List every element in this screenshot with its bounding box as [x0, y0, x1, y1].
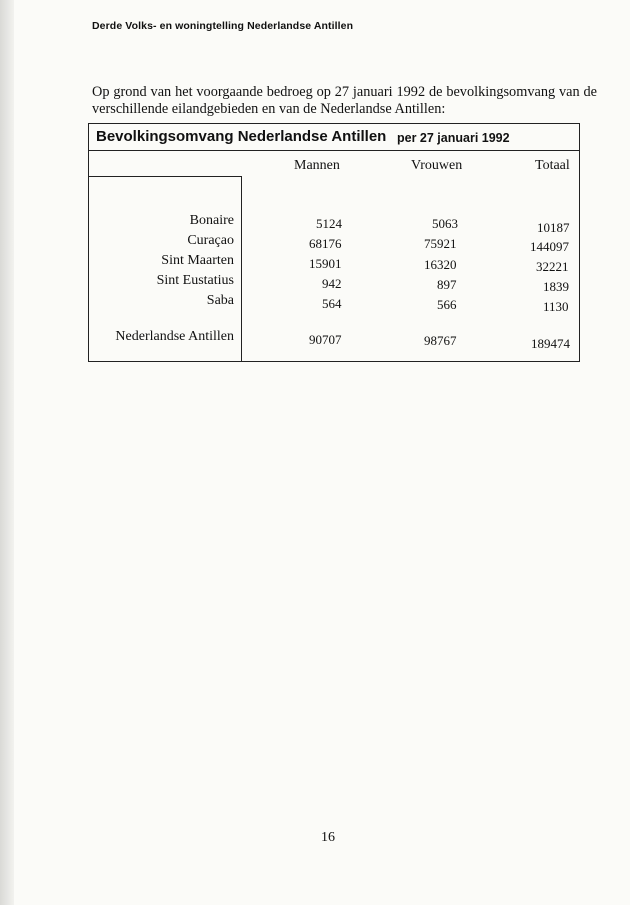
cell-curacao-vrouwen: 75921: [424, 236, 457, 251]
row-label-sint-eustatius: Sint Eustatius: [156, 273, 234, 288]
row-label-curacao: Curaçao: [187, 233, 234, 248]
row-label-nederlandse-antillen: Nederlandse Antillen: [115, 329, 234, 344]
cell-nederlandse-antillen-totaal: 189474: [531, 336, 570, 351]
cell-bonaire-totaal: 10187: [537, 220, 570, 235]
running-header: Derde Volks- en woningtelling Nederlandse Antillen: [92, 20, 354, 32]
column-header-totaal: Totaal: [535, 158, 570, 173]
cell-nederlandse-antillen-vrouwen: 98767: [424, 333, 457, 348]
cell-sint-maarten-totaal: 32221: [536, 259, 569, 274]
cell-curacao-totaal: 144097: [530, 239, 569, 254]
row-label-bonaire: Bonaire: [189, 213, 234, 228]
page-edge-shadow: [0, 0, 14, 905]
cell-bonaire-mannen: 5124: [316, 216, 342, 231]
column-header-vrouwen: Vrouwen: [411, 158, 463, 173]
population-table: [88, 123, 580, 362]
intro-paragraph: Op grond van het voorgaande bedroeg op 27 januari 1992 de bevolkingsomvang van de verschillende eilandgebieden en van de Nederlandse Antillen:: [92, 84, 597, 117]
page-number: 16: [321, 830, 335, 845]
cell-bonaire-vrouwen: 5063: [432, 216, 458, 231]
table-title-date: per 27 januari 1992: [397, 131, 510, 145]
table-divider-vertical: [241, 176, 242, 361]
cell-saba-totaal: 1130: [543, 299, 569, 314]
cell-curacao-mannen: 68176: [309, 236, 342, 251]
table-divider-horizontal: [89, 176, 241, 177]
cell-sint-eustatius-vrouwen: 897: [437, 277, 457, 292]
cell-sint-eustatius-mannen: 942: [322, 276, 342, 291]
cell-nederlandse-antillen-mannen: 90707: [309, 332, 342, 347]
cell-saba-mannen: 564: [322, 296, 342, 311]
cell-sint-eustatius-totaal: 1839: [543, 279, 569, 294]
table-title-row: [89, 124, 579, 151]
cell-saba-vrouwen: 566: [437, 297, 457, 312]
cell-sint-maarten-vrouwen: 16320: [424, 257, 457, 272]
table-title: Bevolkingsomvang Nederlandse Antillen: [96, 128, 387, 145]
cell-sint-maarten-mannen: 15901: [309, 256, 342, 271]
row-label-saba: Saba: [206, 293, 234, 308]
row-label-sint-maarten: Sint Maarten: [161, 253, 234, 268]
column-header-mannen: Mannen: [294, 158, 340, 173]
